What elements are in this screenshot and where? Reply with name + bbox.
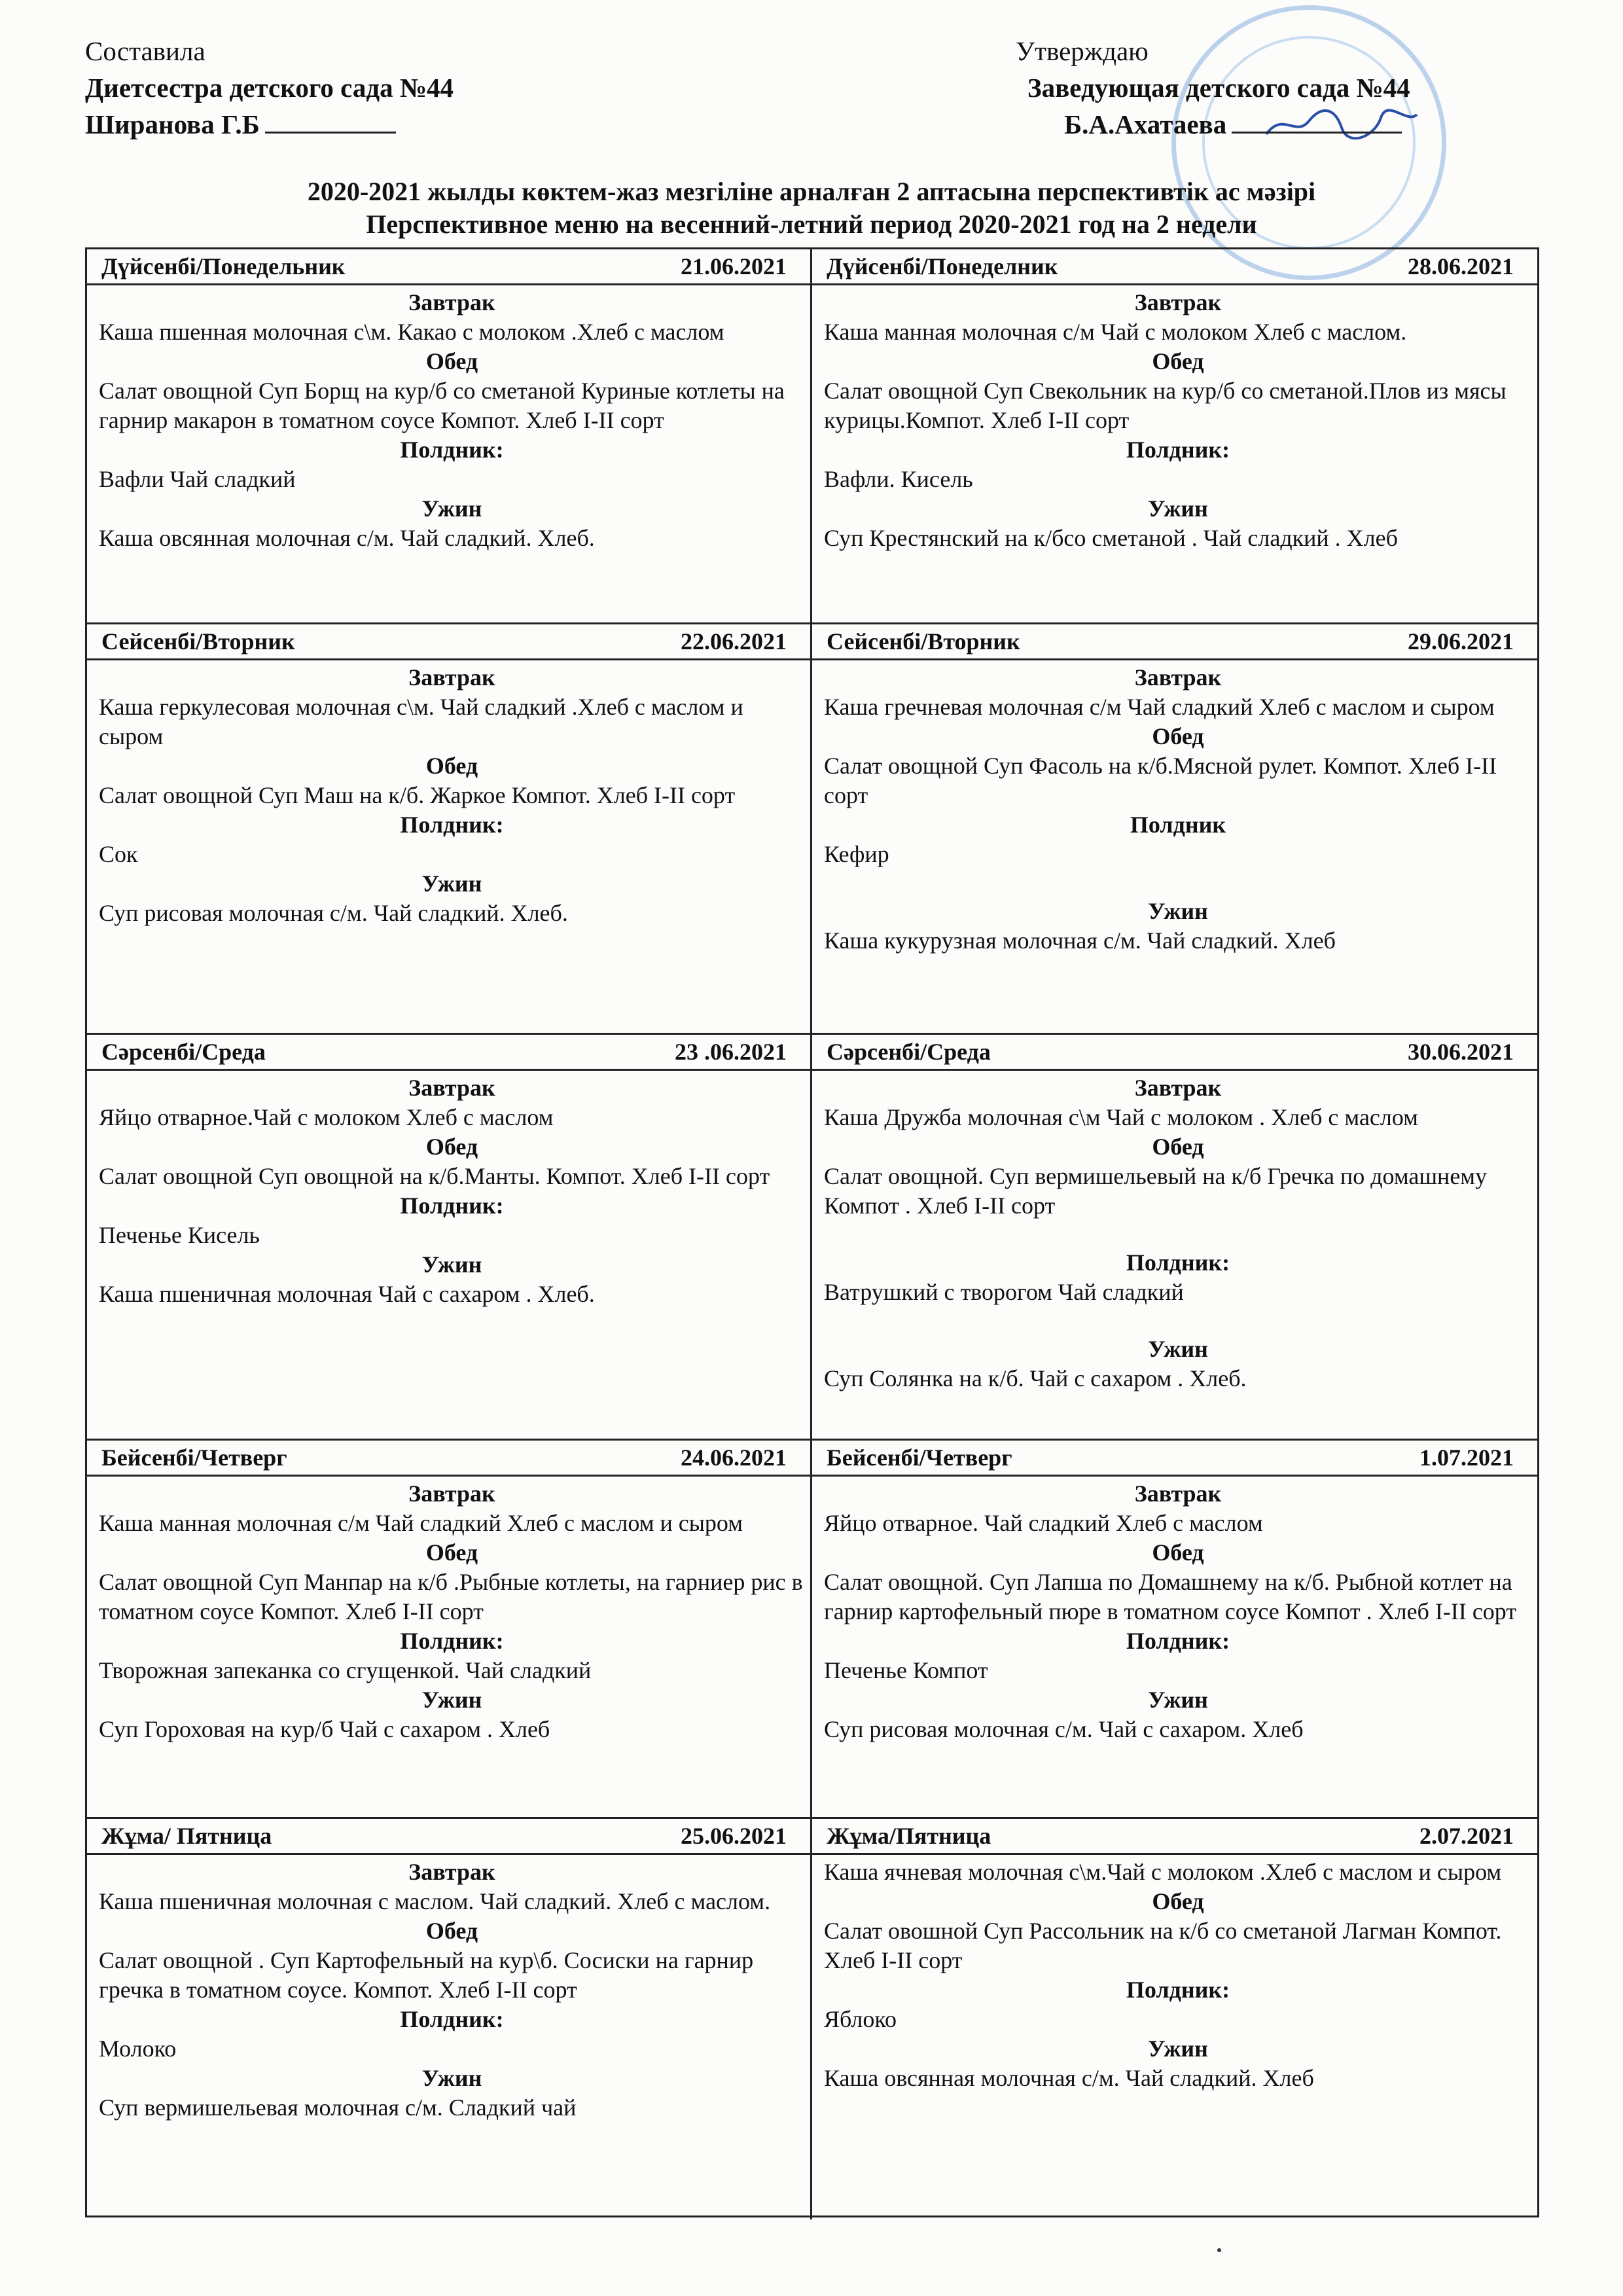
- meal-heading: Ужин: [421, 1251, 482, 1278]
- meal-dishes: Каша ячневая молочная с\м.Чай с молоком .Хлеб с маслом и сыром: [824, 1859, 1502, 1885]
- day-header: [87, 1441, 810, 1477]
- day-date: 1.07.2021: [1419, 1444, 1514, 1471]
- day-cell: [812, 1035, 1537, 1441]
- meal-heading: Обед: [425, 1539, 478, 1566]
- meal-dishes: Суп Гороховая на кур/б Чай с сахаром . Хлеб: [99, 1716, 550, 1742]
- meal-heading: Полдник:: [400, 1628, 504, 1654]
- meal-heading: Завтрак: [1134, 289, 1222, 315]
- meal-dishes: Салат овощной Суп Манпар на к/б .Рыбные котлеты, на гарниер рис в томатном соусе Компот. Хлеб I-II сорт: [99, 1569, 803, 1624]
- meal-heading: Ужин: [421, 2065, 482, 2091]
- meal-dishes: Вафли. Кисель: [824, 466, 973, 492]
- meal-heading: Обед: [425, 753, 478, 779]
- day-name: Сәрсенбі/Среда: [101, 1039, 266, 1065]
- meal-dishes: Вафли Чай сладкий: [99, 466, 296, 492]
- day-menu: [87, 1855, 810, 2123]
- meal-heading: Завтрак: [1134, 1480, 1222, 1507]
- day-header: [87, 1035, 810, 1071]
- meal-heading: Ужин: [1148, 495, 1208, 522]
- title-russian: Перспективное меню на весенний-летний период 2020-2021 год на 2 недели: [366, 209, 1257, 239]
- meal-dishes: Суп рисовая молочная с/м. Чай сладкий. Хлеб.: [99, 900, 568, 926]
- meal-heading: Полдник:: [1126, 1249, 1230, 1276]
- day-date: 28.06.2021: [1408, 253, 1514, 279]
- day-header: [87, 624, 810, 660]
- day-date: 25.06.2021: [681, 1823, 787, 1849]
- day-name: Дүйсенбі/Понедельник: [101, 253, 346, 279]
- approver-name-line: [1016, 106, 1410, 143]
- meal-heading: Обед: [425, 1918, 478, 1944]
- meal-dishes: Суп вермишельевая молочная с/м. Сладкий чай: [99, 2094, 577, 2121]
- meal-dishes: Каша овсянная молочная с/м. Чай сладкий. Хлеб.: [99, 525, 595, 551]
- meal-dishes: Каша пшенная молочная с\м. Какао с молоком .Хлеб с маслом: [99, 319, 724, 345]
- menu-table: [85, 247, 1539, 2217]
- meal-heading: Полдник:: [400, 2006, 504, 2032]
- day-date: 2.07.2021: [1419, 1823, 1514, 1849]
- meal-heading: Завтрак: [1134, 1075, 1222, 1101]
- title-kazakh: 2020-2021 жылды көктем-жаз мезгіліне арналған 2 аптасына перспективтік ас мәзірі: [307, 177, 1316, 206]
- meal-heading: Полдник:: [1126, 1977, 1230, 2003]
- meal-heading: Ужин: [1148, 1687, 1208, 1713]
- day-date: 29.06.2021: [1408, 628, 1514, 655]
- meal-heading: Полдник:: [1126, 437, 1230, 463]
- meal-dishes: Суп рисовая молочная с/м. Чай с сахаром. Хлеб: [824, 1716, 1304, 1742]
- meal-heading: Обед: [1152, 1134, 1204, 1160]
- day-name: Сейсенбі/Вторник: [101, 628, 295, 655]
- meal-dishes: Творожная запеканка со сгущенкой. Чай сладкий: [99, 1657, 592, 1683]
- meal-heading: Обед: [425, 1134, 478, 1160]
- approver-role: Заведующая детского сада №44: [1027, 73, 1410, 103]
- day-name: Бейсенбі/Четверг: [101, 1444, 287, 1471]
- meal-heading: Завтрак: [408, 1480, 495, 1507]
- meal-dishes: Кефир: [824, 841, 889, 867]
- meal-dishes: Салат овощной Суп Маш на к/б. Жаркое Компот. Хлеб I-II сорт: [99, 782, 736, 808]
- day-date: 30.06.2021: [1408, 1039, 1514, 1065]
- meal-dishes: Каша геркулесовая молочная с\м. Чай сладкий .Хлеб с маслом и сыром: [99, 694, 743, 749]
- meal-heading: Завтрак: [408, 1075, 495, 1101]
- meal-dishes: Салат овощной Суп Свекольник на кур/б со сметаной.Плов из мясы курицы.Компот. Хлеб I-II сорт: [824, 378, 1507, 433]
- day-menu: [812, 285, 1537, 553]
- spacer: [824, 1221, 1532, 1248]
- compiler-name: Ширанова Г.Б: [85, 109, 260, 139]
- day-header: [812, 624, 1537, 660]
- day-menu: [87, 1477, 810, 1744]
- meal-dishes: Салат овощной . Суп Картофельный на кур\б. Сосиски на гарнир гречка в томатном соусе. Компот. Хлеб I-II сорт: [99, 1947, 754, 2003]
- meal-dishes: Яйцо отварное.Чай с молоком Хлеб с маслом: [99, 1104, 554, 1130]
- meal-dishes: Каша манная молочная с/м Чай с молоком Хлеб с маслом.: [824, 319, 1407, 345]
- meal-dishes: Каша кукурузная молочная с/м. Чай сладкий. Хлеб: [824, 927, 1336, 954]
- meal-dishes: Салат овощной. Суп Лапша по Домашнему на к/б. Рыбной котлет на гарнир картофельный пюре в томатном соусе Компот . Хлеб I-II сорт: [824, 1569, 1517, 1624]
- document-titles: [0, 175, 1623, 241]
- day-name: Дүйсенбі/Понеделник: [827, 253, 1058, 279]
- day-header: [812, 249, 1537, 285]
- meal-heading: Завтрак: [408, 1859, 495, 1885]
- day-date: 24.06.2021: [681, 1444, 787, 1471]
- day-cell: [87, 1441, 812, 1819]
- day-cell: [812, 249, 1537, 624]
- meal-heading: Полдник:: [400, 1193, 504, 1219]
- day-cell: [87, 249, 812, 624]
- day-name: Сейсенбі/Вторник: [827, 628, 1020, 655]
- meal-dishes: Ватрушкий с творогом Чай сладкий: [824, 1279, 1184, 1305]
- approver-signature-line: [1232, 108, 1402, 134]
- day-menu: [812, 1477, 1537, 1744]
- meal-dishes: Каша пшеничная молочная с маслом. Чай сладкий. Хлеб с маслом.: [99, 1888, 771, 1914]
- compiler-name-line: [85, 106, 454, 143]
- meal-dishes: Салат овощной Суп Фасоль на к/б.Мясной рулет. Компот. Хлеб I-II сорт: [824, 753, 1497, 808]
- day-cell: [812, 1441, 1537, 1819]
- meal-dishes: Печенье Кисель: [99, 1222, 260, 1248]
- day-name: Жұма/ Пятница: [101, 1823, 272, 1849]
- meal-heading: Обед: [1152, 1539, 1204, 1566]
- meal-heading: Ужин: [1148, 898, 1208, 924]
- meal-heading: Обед: [1152, 723, 1204, 749]
- day-menu: [812, 660, 1537, 956]
- meal-dishes: Каша Дружба молочная с\м Чай с молоком . Хлеб с маслом: [824, 1104, 1418, 1130]
- meal-heading: Ужин: [421, 495, 482, 522]
- day-date: 23 .06.2021: [675, 1039, 787, 1065]
- day-name: Сәрсенбі/Среда: [827, 1039, 991, 1065]
- meal-heading: Завтрак: [408, 664, 495, 691]
- meal-heading: Ужин: [421, 1687, 482, 1713]
- day-cell: [812, 624, 1537, 1035]
- meal-dishes: Печенье Компот: [824, 1657, 988, 1683]
- day-header: [87, 1819, 810, 1855]
- meal-heading: Завтрак: [1134, 664, 1222, 691]
- meal-heading: Ужин: [421, 870, 482, 897]
- day-header: [812, 1819, 1537, 1855]
- meal-dishes: Салат овощной Суп овощной на к/б.Манты. Компот. Хлеб I-II сорт: [99, 1163, 770, 1189]
- day-header: [812, 1035, 1537, 1071]
- day-date: 21.06.2021: [681, 253, 787, 279]
- meal-dishes: Суп Солянка на к/б. Чай с сахаром . Хлеб.: [824, 1365, 1247, 1391]
- compiler-signature-line: [265, 108, 396, 134]
- meal-heading: Ужин: [1148, 1336, 1208, 1362]
- day-date: 22.06.2021: [681, 628, 787, 655]
- meal-dishes: Яблоко: [824, 2006, 897, 2032]
- day-menu: [87, 660, 810, 928]
- approver-block: [1016, 33, 1410, 143]
- meal-heading: Ужин: [1148, 2036, 1208, 2062]
- day-menu: [87, 1071, 810, 1309]
- meal-heading: Обед: [1152, 1888, 1204, 1914]
- meal-heading: Полдник:: [400, 812, 504, 838]
- day-cell: [87, 1035, 812, 1441]
- meal-dishes: Каша пшеничная молочная Чай с сахаром . Хлеб.: [99, 1281, 595, 1307]
- day-menu: [812, 1855, 1537, 2093]
- page-speck: [1217, 2248, 1221, 2252]
- compiler-block: [85, 33, 454, 143]
- meal-dishes: Салат овощной. Суп вермишельевый на к/б Гречка по домашнему Компот . Хлеб I-II сорт: [824, 1163, 1488, 1219]
- day-menu: [87, 285, 810, 553]
- meal-heading: Полдник:: [1126, 1628, 1230, 1654]
- meal-dishes: Каша овсянная молочная с/м. Чай сладкий. Хлеб: [824, 2065, 1314, 2091]
- spacer: [824, 1307, 1532, 1335]
- meal-dishes: Суп Крестянский на к/бсо сметаной . Чай сладкий . Хлеб: [824, 525, 1398, 551]
- compiler-label: Составила: [85, 36, 205, 66]
- meal-heading: Полдник: [1130, 812, 1226, 838]
- meal-heading: Обед: [425, 348, 478, 374]
- day-cell: [812, 1819, 1537, 2219]
- meal-dishes: Салат овошной Суп Рассольник на к/б со сметаной Лагман Компот. Хлеб I-II сорт: [824, 1918, 1502, 1973]
- meal-dishes: Сок: [99, 841, 138, 867]
- meal-heading: Полдник:: [400, 437, 504, 463]
- meal-heading: Обед: [1152, 348, 1204, 374]
- meal-heading: Завтрак: [408, 289, 495, 315]
- meal-dishes: Салат овощной Суп Борщ на кур/б со сметаной Куриные котлеты на гарнир макарон в томатном соусе Компот. Хлеб I-II сорт: [99, 378, 785, 433]
- day-cell: [87, 624, 812, 1035]
- meal-dishes: Каша манная молочная с/м Чай сладкий Хлеб с маслом и сыром: [99, 1510, 743, 1536]
- meal-dishes: Молоко: [99, 2036, 177, 2062]
- meal-dishes: Каша гречневая молочная с/м Чай сладкий Хлеб с маслом и сыром: [824, 694, 1495, 720]
- spacer: [824, 869, 1532, 897]
- day-cell: [87, 1819, 812, 2219]
- meal-dishes: Яйцо отварное. Чай сладкий Хлеб с маслом: [824, 1510, 1263, 1536]
- day-name: Жұма/Пятница: [827, 1823, 991, 1849]
- day-menu: [812, 1071, 1537, 1393]
- day-header: [812, 1441, 1537, 1477]
- approver-name: Б.А.Ахатаева: [1064, 109, 1227, 139]
- compiler-role: Диетсестра детского сада №44: [85, 73, 454, 103]
- day-header: [87, 249, 810, 285]
- day-name: Бейсенбі/Четверг: [827, 1444, 1012, 1471]
- approver-label: Утверждаю: [1016, 36, 1149, 66]
